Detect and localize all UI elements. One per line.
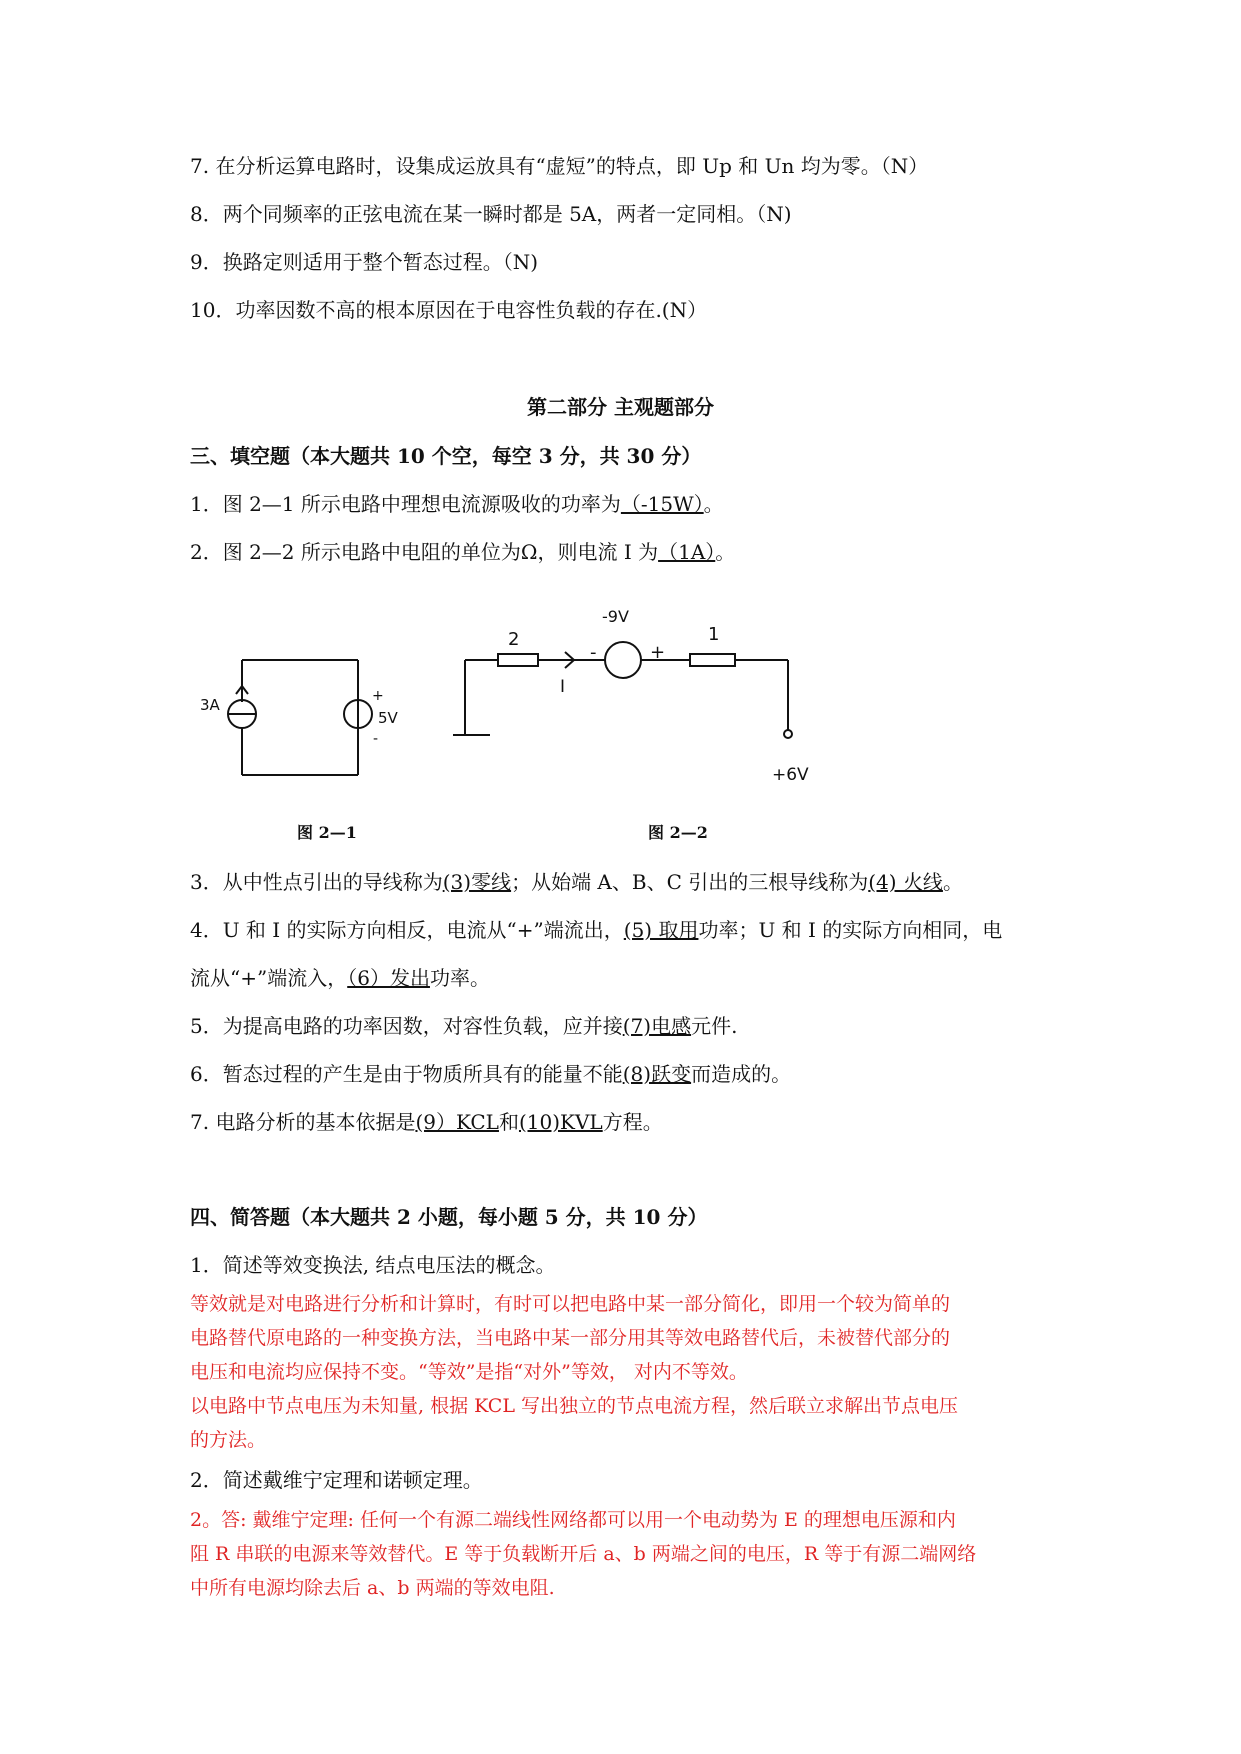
short-a1-line-2: 电路替代原电路的一种变换方法，当电路中某一部分用其等效电路替代后，未被替代部分的 xyxy=(190,1327,951,1349)
resistor-2-icon xyxy=(498,654,538,666)
terminal-icon xyxy=(784,730,792,738)
fill-q4-text: 4．U 和 I 的实际方向相反，电流从“+”端流出， xyxy=(190,918,624,942)
fill-q3-answer-2: (4) 火线 xyxy=(868,870,943,894)
fill-q4-line2 xyxy=(190,964,490,992)
fill-q4-answer-1: (5) 取用 xyxy=(623,918,699,942)
fill-q3 xyxy=(190,868,963,896)
fill-q1-end: 。 xyxy=(703,492,724,516)
tf-item-7: 7. 在分析运算电路时，设集成运放具有“虚短”的特点，即 Up 和 Un 均为零。（N） xyxy=(190,154,929,178)
fill-q1 xyxy=(190,490,724,518)
fill-q6-end: 而造成的。 xyxy=(691,1062,792,1086)
tf-item-9: 9．换路定则适用于整个暂态过程。（N) xyxy=(190,250,539,274)
fill-q3-answer-1: (3)零线 xyxy=(442,870,512,894)
fill-q7-text: 7. 电路分析的基本依据是 xyxy=(190,1110,416,1134)
tf-item-8: 8．两个同频率的正弦电流在某一瞬时都是 5A，两者一定同相。（N) xyxy=(190,202,792,226)
fill-q4-answer-2: （6）发出 xyxy=(347,966,430,990)
figure-2-2-circuit xyxy=(450,600,850,800)
fill-q6-answer: (8)跃变 xyxy=(622,1062,692,1086)
short-q1: 1．简述等效变换法, 结点电压法的概念。 xyxy=(190,1253,556,1277)
tf-item-10: 10．功率因数不高的根本原因在于电容性负载的存在.(N） xyxy=(190,298,708,322)
short-q2: 2．简述戴维宁定理和诺顿定理。 xyxy=(190,1468,483,1492)
section3-title: 三、填空题（本大题共 10 个空，每空 3 分，共 30 分） xyxy=(190,444,702,468)
short-a1-line-4: 以电路中节点电压为未知量, 根据 KCL 写出独立的节点电流方程，然后联立求解出节点电压 xyxy=(190,1395,958,1417)
fig2-r1-label: 2 xyxy=(508,629,520,650)
fill-q3-text: 3．从中性点引出的导线称为 xyxy=(190,870,443,894)
section4-title: 四、简答题（本大题共 2 小题，每小题 5 分，共 10 分） xyxy=(190,1205,708,1229)
fill-q4-mid: 功率；U 和 I 的实际方向相同，电 xyxy=(698,918,1003,942)
fig2-current-label: I xyxy=(560,677,566,697)
fig2-terminal-label: +6V xyxy=(772,765,809,785)
figure-2-2-caption: 图 2—2 xyxy=(648,823,708,842)
figure-2-1-caption: 图 2—1 xyxy=(297,823,357,842)
fill-q2 xyxy=(190,538,735,566)
short-a2-line-1: 2。答: 戴维宁定理: 任何一个有源二端线性网络都可以用一个电动势为 E 的理想电压源和内 xyxy=(190,1509,956,1531)
fill-q7-mid: 和 xyxy=(498,1110,519,1134)
fill-q4 xyxy=(190,916,1002,944)
short-a1-line-3: 电压和电流均应保持不变。“等效”是指“对外”等效， 对内不等效。 xyxy=(190,1361,748,1383)
fig2-source-label: -9V xyxy=(602,607,629,626)
fill-q3-mid: ；从始端 A、B、C 引出的三根导线称为 xyxy=(511,870,869,894)
short-a1-line-5: 的方法。 xyxy=(190,1429,267,1451)
fig2-minus-label: - xyxy=(590,642,597,663)
fill-q1-text: 1．图 2—1 所示电路中理想电流源吸收的功率为 xyxy=(190,492,621,516)
resistor-1-icon xyxy=(690,654,735,666)
fill-q5-end: 元件. xyxy=(691,1014,738,1038)
fill-q4-end: 功率。 xyxy=(429,966,490,990)
fill-q7-end: 方程。 xyxy=(602,1110,663,1134)
fill-q4-line2-text: 流从“+”端流入， xyxy=(190,966,348,990)
fig1-current-label: 3A xyxy=(200,696,220,714)
fill-q3-end: 。 xyxy=(942,870,963,894)
fig1-voltage-label: 5V xyxy=(378,709,398,727)
fill-q2-answer: （1A） xyxy=(658,540,716,564)
part2-title: 第二部分 主观题部分 xyxy=(527,395,714,419)
fill-q7-answer-1: (9）KCL xyxy=(415,1110,499,1134)
fill-q5-answer: (7)电感 xyxy=(622,1014,692,1038)
fill-q5-text: 5．为提高电路的功率因数，对容性负载，应并接 xyxy=(190,1014,623,1038)
fig1-plus-label: + xyxy=(372,688,384,704)
fill-q6 xyxy=(190,1060,791,1088)
fig2-plus-label: + xyxy=(650,642,666,663)
fill-q1-answer: （-15W） xyxy=(620,492,704,516)
short-a2-line-2: 阻 R 串联的电源来等效替代。E 等于负载断开后 a、b 两端之间的电压，R 等于有源二端网络 xyxy=(190,1543,977,1565)
fill-q6-text: 6．暂态过程的产生是由于物质所具有的能量不能 xyxy=(190,1062,623,1086)
fill-q7-answer-2: (10)KVL xyxy=(518,1110,603,1134)
fill-q2-text: 2．图 2—2 所示电路中电阻的单位为Ω，则电流 I 为 xyxy=(190,540,659,564)
fig1-minus-label: - xyxy=(373,731,379,747)
fill-q7 xyxy=(190,1108,663,1136)
voltage-source-9v-icon xyxy=(605,642,641,678)
fig2-r2-label: 1 xyxy=(708,624,720,645)
short-a2-line-3: 中所有电源均除去后 a、b 两端的等效电阻. xyxy=(190,1577,555,1599)
fill-q5 xyxy=(190,1012,737,1040)
short-a1-line-1: 等效就是对电路进行分析和计算时，有时可以把电路中某一部分简化，即用一个较为简单的 xyxy=(190,1293,951,1315)
figure-2-1-circuit xyxy=(190,640,420,790)
fill-q2-end: 。 xyxy=(715,540,736,564)
